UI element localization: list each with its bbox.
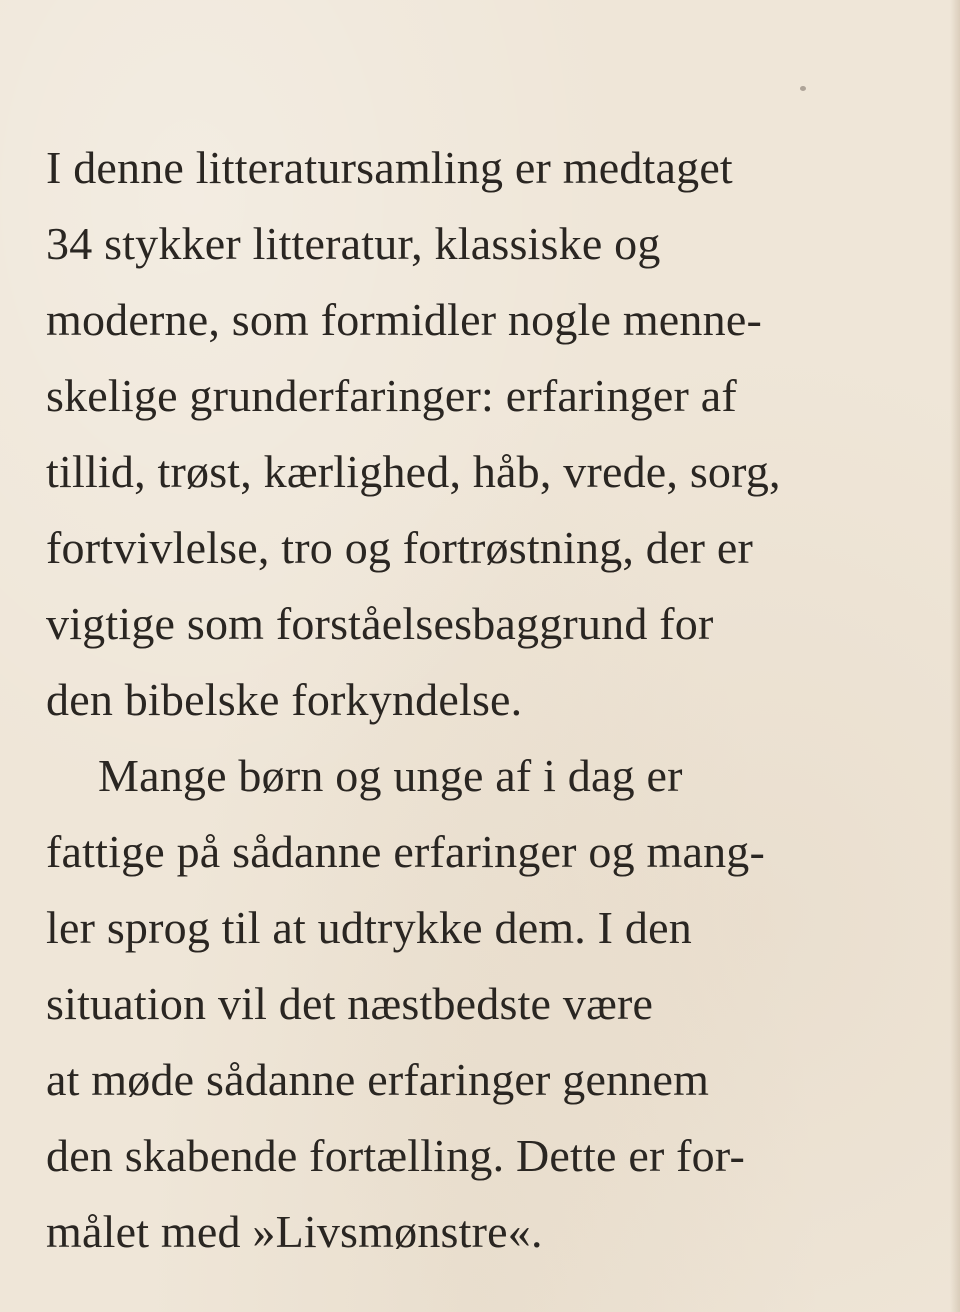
text-line: I denne litteratursamling er medtaget (46, 142, 733, 193)
page-edge-shadow (950, 0, 960, 1312)
text-line: fattige på sådanne erfaringer og mang- (46, 826, 765, 877)
paper-speck (800, 86, 806, 91)
text-line: tillid, trøst, kærlighed, håb, vrede, sorg, (46, 446, 781, 497)
paragraph-2 (46, 738, 946, 1270)
text-line: skelige grunderfaringer: erfaringer af (46, 370, 737, 421)
text-line: den skabende fortælling. Dette er for- (46, 1130, 745, 1181)
text-line: at møde sådanne erfaringer gennem (46, 1054, 710, 1105)
text-line: vigtige som forståelsesbaggrund for (46, 598, 714, 649)
text-line: 34 stykker litteratur, klassiske og (46, 218, 661, 269)
text-line: situation vil det næstbedste være (46, 978, 654, 1029)
body-text (46, 130, 946, 1270)
text-line: fortvivlelse, tro og fortrøstning, der er (46, 522, 753, 573)
text-line: ler sprog til at udtrykke dem. I den (46, 902, 692, 953)
text-line: moderne, som formidler nogle menne- (46, 294, 762, 345)
paragraph-1 (46, 130, 946, 738)
text-line: målet med »Livsmønstre«. (46, 1206, 543, 1257)
text-line: Mange børn og unge af i dag er (98, 750, 683, 801)
text-line: den bibelske forkyndelse. (46, 674, 523, 725)
